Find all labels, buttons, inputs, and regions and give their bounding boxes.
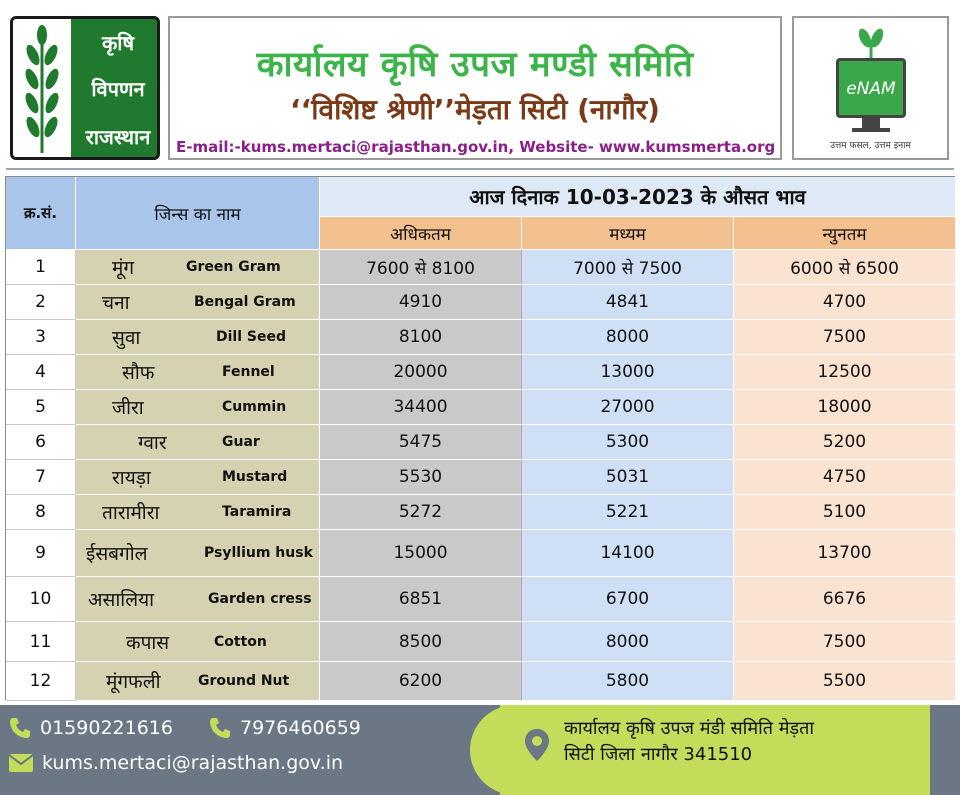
cell-commodity — [76, 425, 320, 460]
page-header — [0, 0, 960, 170]
commodity-hindi: मूंगफली — [106, 671, 161, 693]
header-date-group: आज दिनाक 10-03-2023 के औसत भाव — [320, 177, 956, 217]
header-commodity: जिन्स का नाम — [76, 177, 320, 250]
footer-phone-1[interactable] — [8, 716, 173, 740]
office-title-box — [168, 16, 782, 160]
commodity-english: Bengal Gram — [194, 294, 296, 310]
phone-icon — [8, 716, 32, 740]
enam-logo — [792, 16, 949, 160]
cell-max: 5475 — [320, 425, 522, 460]
mail-icon — [8, 753, 34, 773]
logo-text-line-3: राजस्थान — [85, 125, 151, 149]
cell-sno: 2 — [6, 285, 76, 320]
location-pin-icon — [524, 728, 550, 762]
cell-commodity — [76, 390, 320, 425]
enam-tagline: उत्तम फसल, उत्तम इनाम — [830, 141, 911, 151]
phone-2-text: 7976460659 — [240, 717, 361, 739]
monitor-base — [852, 128, 890, 132]
cell-min: 5200 — [734, 425, 956, 460]
cell-commodity — [76, 285, 320, 320]
cell-min: 6676 — [734, 577, 956, 622]
cell-min: 5500 — [734, 662, 956, 701]
cell-mid: 27000 — [522, 390, 734, 425]
commodity-english: Taramira — [222, 504, 292, 520]
footer-phone-2[interactable] — [208, 716, 361, 740]
leaf-icon — [856, 26, 886, 58]
cell-sno: 7 — [6, 460, 76, 495]
commodity-hindi: तारामीरा — [102, 502, 160, 524]
cell-min: 4700 — [734, 285, 956, 320]
phone-1-text: 01590221616 — [40, 717, 173, 739]
cell-max: 20000 — [320, 355, 522, 390]
cell-commodity — [76, 460, 320, 495]
office-subtitle: ‘‘विशिष्ट श्रेणी’’मेड़ता सिटी (नागौर) — [290, 93, 660, 126]
cell-min: 5100 — [734, 495, 956, 530]
commodity-english: Mustard — [222, 469, 288, 485]
cell-min: 7500 — [734, 320, 956, 355]
cell-max: 7600 से 8100 — [320, 250, 522, 285]
cell-min: 7500 — [734, 622, 956, 662]
cell-min: 18000 — [734, 390, 956, 425]
cell-min: 4750 — [734, 460, 956, 495]
commodity-hindi: रायड़ा — [112, 467, 151, 489]
header-min: न्युनतम — [734, 217, 956, 250]
cell-mid: 14100 — [522, 530, 734, 577]
commodity-english: Garden cress — [208, 591, 312, 607]
price-table — [5, 176, 955, 700]
monitor-stand — [862, 118, 880, 128]
cell-sno: 1 — [6, 250, 76, 285]
cell-mid: 5031 — [522, 460, 734, 495]
commodity-hindi: सौफ — [122, 362, 155, 384]
cell-sno: 12 — [6, 662, 76, 701]
commodity-english: Ground Nut — [198, 673, 290, 689]
cell-mid: 8000 — [522, 622, 734, 662]
header-sno: क्र.सं. — [6, 177, 76, 250]
cell-sno: 3 — [6, 320, 76, 355]
cell-commodity — [76, 622, 320, 662]
footer-email[interactable] — [8, 752, 343, 774]
cell-min: 6000 से 6500 — [734, 250, 956, 285]
cell-mid: 5800 — [522, 662, 734, 701]
commodity-english: Dill Seed — [216, 329, 286, 345]
cell-mid: 13000 — [522, 355, 734, 390]
commodity-english: Psyllium husk — [204, 545, 313, 561]
logo-text-line-2: विपणन — [91, 77, 145, 101]
commodity-hindi: ग्वार — [138, 432, 167, 454]
cell-min: 12500 — [734, 355, 956, 390]
cell-max: 8500 — [320, 622, 522, 662]
email-text: kums.mertaci@rajasthan.gov.in — [42, 752, 344, 774]
krishi-vipanan-logo — [10, 16, 160, 160]
cell-sno: 5 — [6, 390, 76, 425]
cell-mid: 6700 — [522, 577, 734, 622]
logo-text-line-1: कृषि — [101, 31, 135, 55]
enam-label: eNAM — [846, 79, 896, 99]
office-title: कार्यालय कृषि उपज मण्डी समिति — [256, 45, 694, 85]
cell-max: 6200 — [320, 662, 522, 701]
cell-max: 6851 — [320, 577, 522, 622]
cell-mid: 5221 — [522, 495, 734, 530]
cell-max: 8100 — [320, 320, 522, 355]
cell-mid: 7000 से 7500 — [522, 250, 734, 285]
cell-mid: 5300 — [522, 425, 734, 460]
commodity-english: Cummin — [222, 399, 287, 415]
footer-address-line-1: कार्यालय कृषि उपज मंडी समिति मेड़ता — [564, 718, 815, 739]
phone-icon — [208, 716, 232, 740]
commodity-hindi: कपास — [126, 631, 170, 654]
cell-sno: 6 — [6, 425, 76, 460]
cell-max: 34400 — [320, 390, 522, 425]
cell-sno: 4 — [6, 355, 76, 390]
cell-commodity — [76, 320, 320, 355]
commodity-english: Cotton — [214, 633, 267, 650]
commodity-hindi: चना — [102, 292, 130, 314]
cell-sno: 10 — [6, 577, 76, 622]
commodity-hindi: असालिया — [88, 589, 155, 611]
cell-sno: 11 — [6, 622, 76, 662]
cell-sno: 9 — [6, 530, 76, 577]
commodity-english: Fennel — [222, 364, 275, 380]
footer-address-line-2: सिटी जिला नागौर 341510 — [564, 744, 753, 765]
footer-edge — [930, 705, 960, 795]
monitor-icon — [836, 58, 906, 118]
cell-mid: 4841 — [522, 285, 734, 320]
cell-max: 15000 — [320, 530, 522, 577]
cell-sno: 8 — [6, 495, 76, 530]
cell-max: 5272 — [320, 495, 522, 530]
cell-commodity — [76, 250, 320, 285]
commodity-hindi: मूंग — [112, 257, 135, 279]
cell-max: 4910 — [320, 285, 522, 320]
contact-line: E-mail:-kums.mertaci@rajasthan.gov.in, Website- www.kumsmerta.org — [176, 138, 776, 156]
cell-mid: 8000 — [522, 320, 734, 355]
commodity-hindi: सुवा — [112, 327, 141, 349]
cell-commodity — [76, 355, 320, 390]
cell-commodity — [76, 662, 320, 701]
wheat-icon — [13, 19, 71, 157]
cell-max: 5530 — [320, 460, 522, 495]
commodity-hindi: ईसबगोल — [86, 543, 148, 565]
commodity-hindi: जीरा — [112, 397, 144, 419]
cell-commodity — [76, 495, 320, 530]
cell-min: 13700 — [734, 530, 956, 577]
header-mid: मध्यम — [522, 217, 734, 250]
header-max: अधिकतम — [320, 217, 522, 250]
cell-commodity — [76, 577, 320, 622]
commodity-english: Guar — [222, 434, 260, 450]
header-divider — [6, 168, 954, 170]
cell-commodity — [76, 530, 320, 577]
commodity-english: Green Gram — [186, 259, 281, 275]
